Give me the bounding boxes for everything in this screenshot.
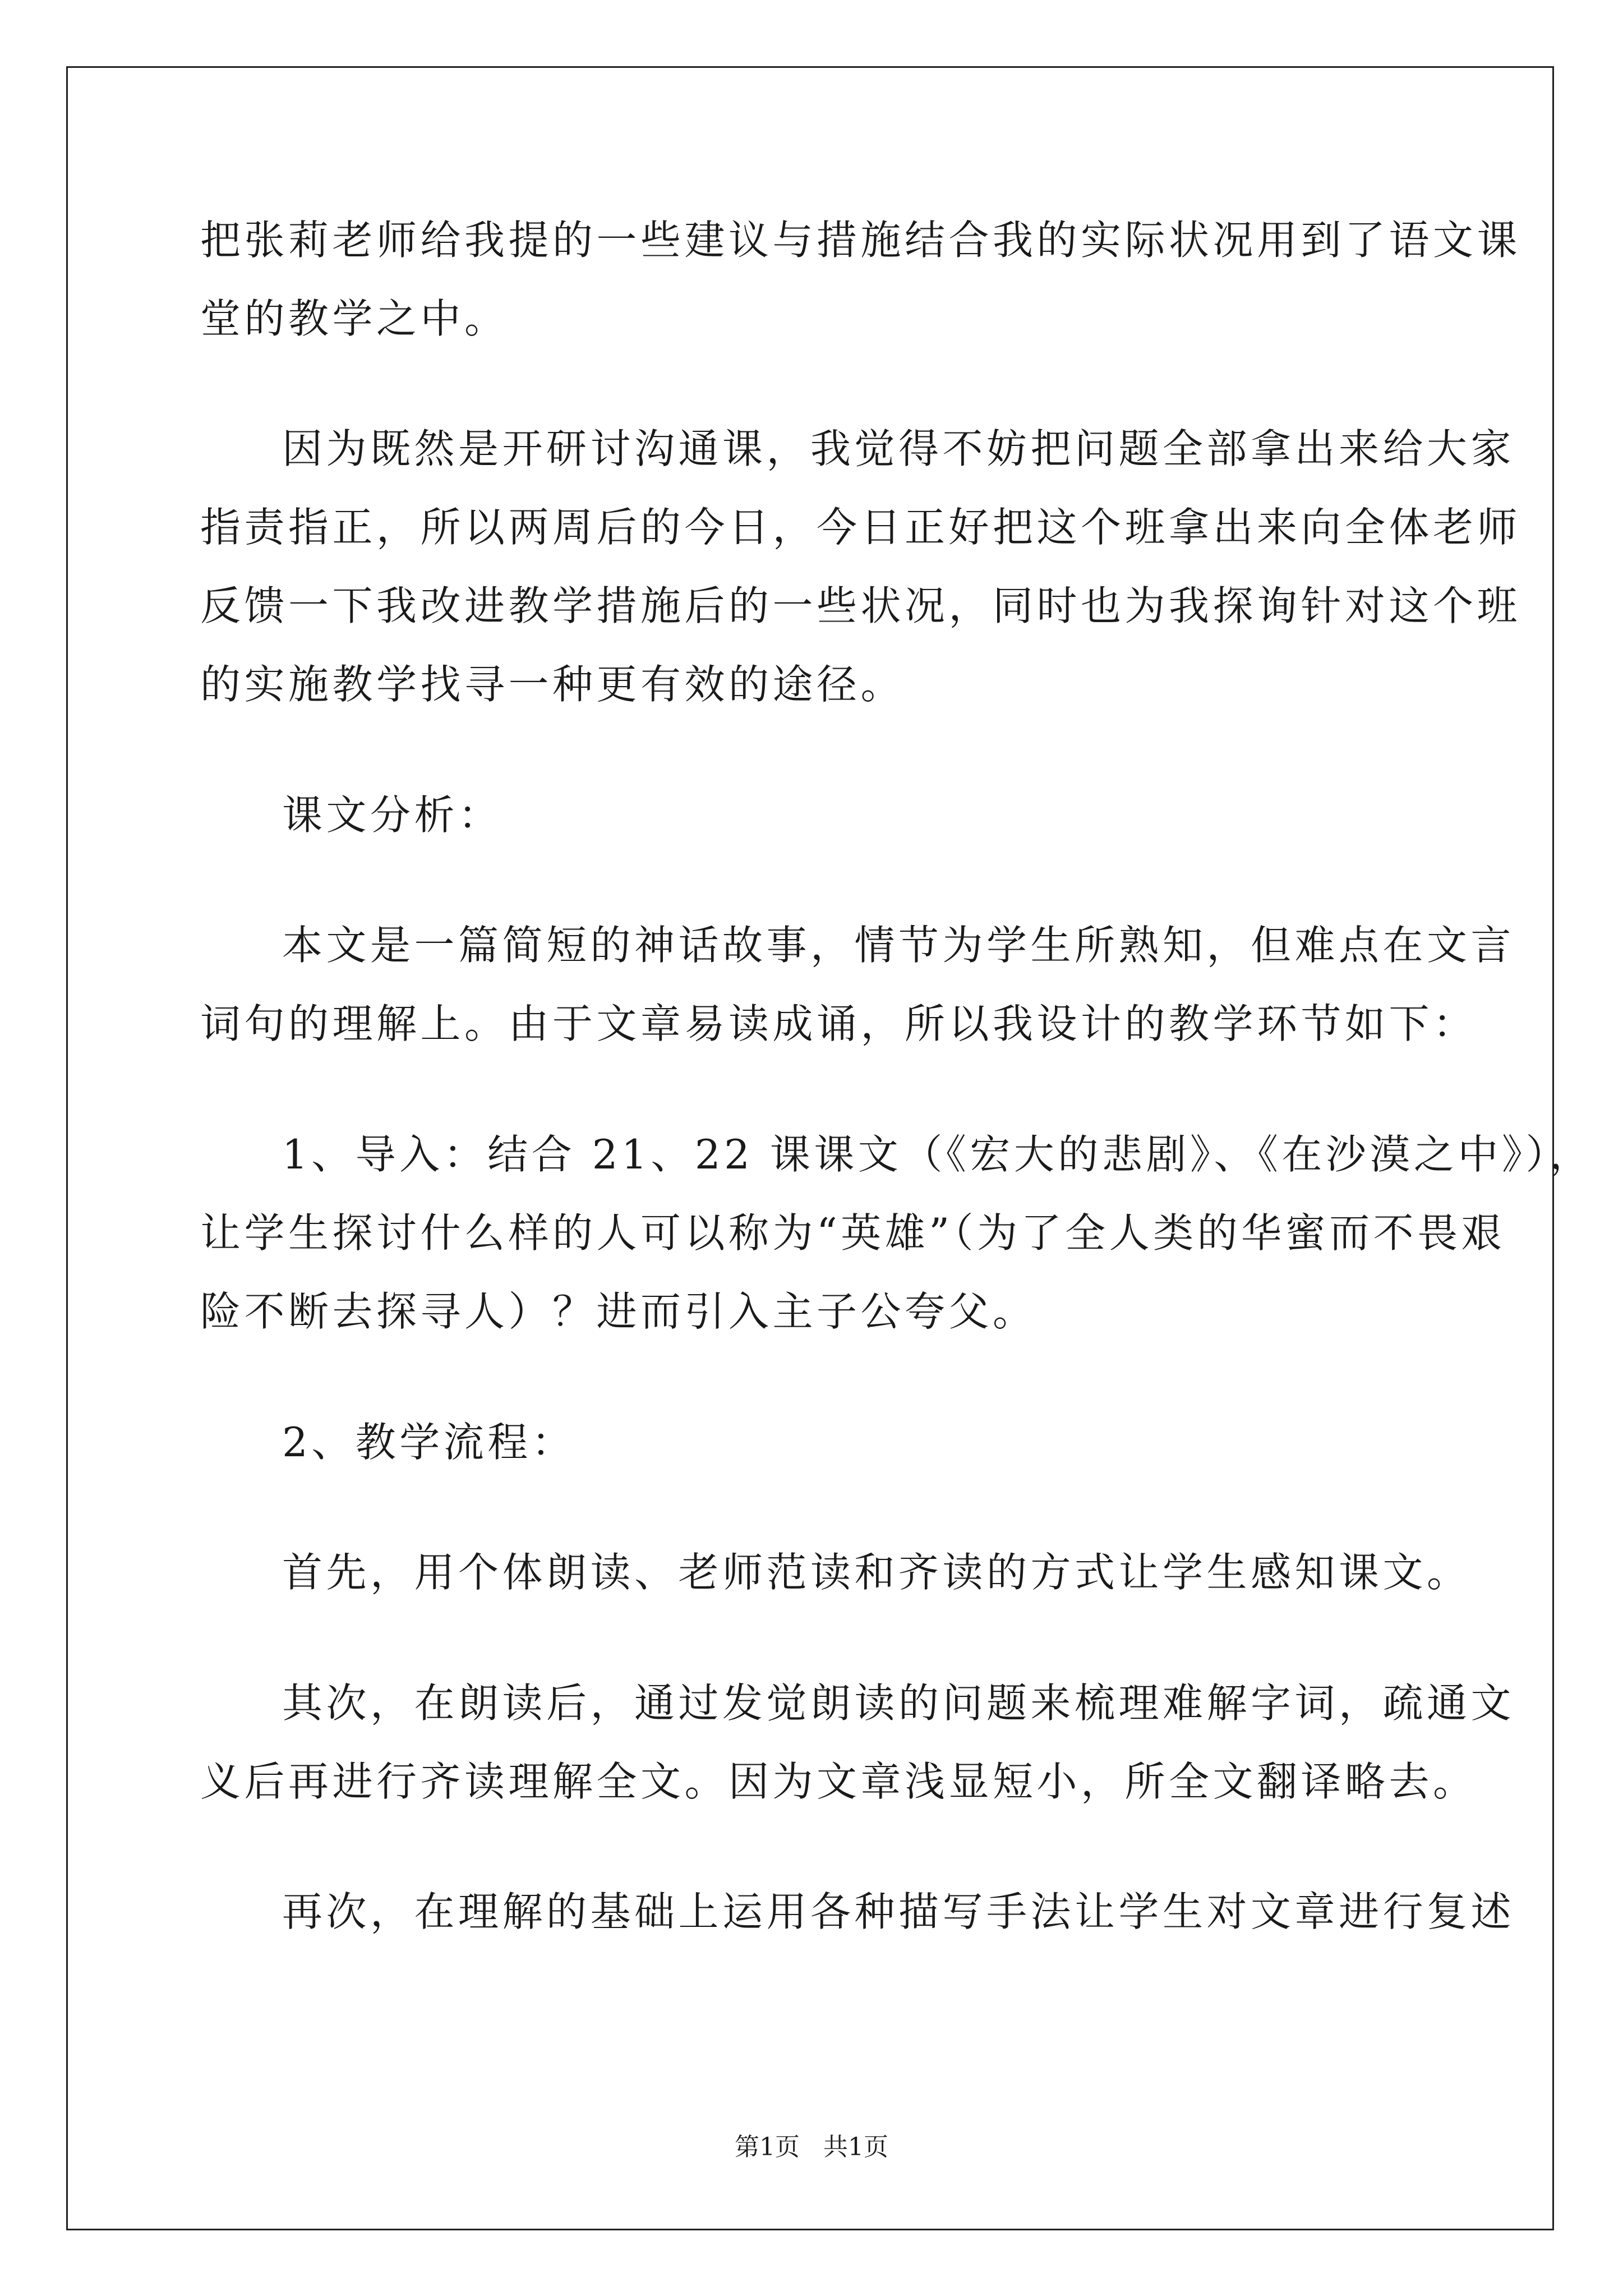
text-line-12: 险不断去探寻人）？进而引入主子公夸父。 [200, 1288, 1037, 1335]
text-line-1: 把张莉老师给我提的一些建议与措施结合我的实际状况用到了语文课 [200, 217, 1521, 264]
text-line-11: 让学生探讨什么样的人可以称为“英雄”（为了全人类的华蜜而不畏艰 [200, 1209, 1506, 1257]
text-line-8: 本文是一篇简短的神话故事，情节为学生所熟知，但难点在文言 [282, 922, 1515, 969]
text-line-13: 2、教学流程： [282, 1419, 576, 1466]
text-line-6: 的实施教学找寻一种更有效的途径。 [200, 661, 905, 708]
text-line-3: 因为既然是开研讨沟通课，我觉得不妨把问题全部拿出来给大家 [282, 425, 1515, 472]
text-line-9: 词句的理解上。由于文章易读成诵，所以我设计的教学环节如下： [200, 1000, 1477, 1047]
text-line-4: 指责指正，所以两周后的今日，今日正好把这个班拿出来向全体老师 [200, 504, 1521, 551]
text-line-15: 其次，在朗读后，通过发觉朗读的问题来梳理难解字词，疏通文 [282, 1680, 1515, 1727]
text-line-14: 首先，用个体朗读、老师范读和齐读的方式让学生感知课文。 [282, 1549, 1471, 1596]
text-line-10: 1、导入：结合 21、22 课课文（《宏大的悲剧》、《在沙漠之中》）， [282, 1131, 1594, 1178]
text-line-16: 义后再进行齐读理解全文。因为文章浅显短小，所全文翻译略去。 [200, 1758, 1477, 1805]
text-line-17: 再次，在理解的基础上运用各种描写手法让学生对文章进行复述 [282, 1888, 1515, 1935]
page-footer: 第1页 共1页 [735, 2133, 888, 2161]
text-line-2: 堂的教学之中。 [200, 295, 509, 342]
text-line-5: 反馈一下我改进教学措施后的一些状况，同时也为我探询针对这个班 [200, 582, 1521, 629]
text-line-7: 课文分析： [282, 792, 502, 839]
